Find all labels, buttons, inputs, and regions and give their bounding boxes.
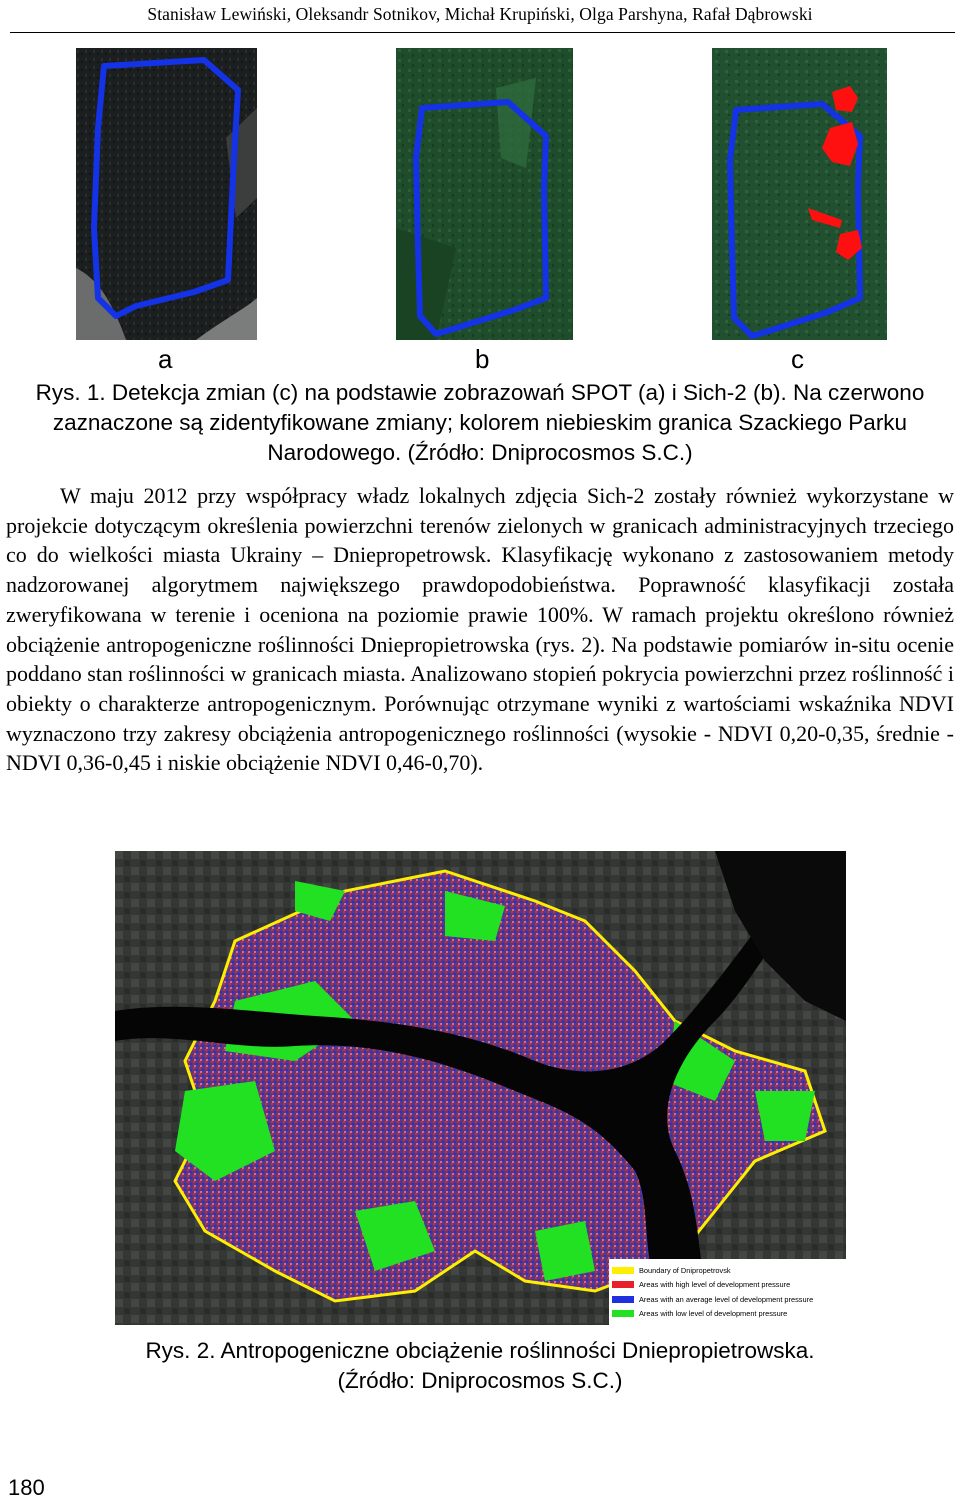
legend-swatch-average xyxy=(612,1296,634,1303)
figure2-caption-line1: Rys. 2. Antropogeniczne obciążenie roślinności Dniepropietrowska. xyxy=(145,1338,815,1363)
body-paragraph: W maju 2012 przy współpracy władz lokalnych zdjęcia Sich-2 zostały również wykorzystane w projekcie dotyczącym określenia powierzchni terenów zielonych w granicach administracyjnych trzeciego co do wielkości miasta Ukrainy – Dniepropetrowsk. Klasyfikację wykonano z zastosowaniem metody nadzorowanej algorytmem największego prawdopodobieństwa. Poprawność klasyfikacji została zweryfikowana w terenie i oceniona na poziomie prawie 100%. W ramach projektu określono również obciążenie antropogeniczne roślinności Dniepropietrowska (rys. 2). Na podstawie pomiarów in-situ ocenie poddano stan roślinności w granicach miasta. Analizowano stopień pokrycia powierzchni przez roślinność i obiekty o charakterze antropogenicznym. Porównując otrzymane wyniki z wartościami wskaźnika NDVI wyznaczono trzy zakresy obciążenia antropogenicznego roślinności (wysokie - NDVI 0,20-0,35, średnie - NDVI 0,36-0,45 i niskie obciążenie NDVI 0,46-0,70). xyxy=(6,483,954,776)
legend-swatch-high xyxy=(612,1281,634,1288)
figure2-map-image xyxy=(115,851,846,1325)
figure1-panel-c-image xyxy=(712,48,887,340)
legend-label: Areas with low level of development pressure xyxy=(639,1309,788,1319)
panel-label-c: c xyxy=(791,344,804,374)
legend-swatch-boundary xyxy=(612,1267,634,1274)
body-text xyxy=(6,481,954,778)
figure2-caption xyxy=(0,1336,960,1396)
figure2-caption-line2: (Źródło: Dniprocosmos S.C.) xyxy=(337,1368,623,1393)
figure1-caption-line1: Rys. 1. Detekcja zmian (c) na podstawie zobrazowań SPOT (a) i Sich-2 (b). Na czerwono xyxy=(35,380,925,405)
figure1-caption-line3: Narodowego. (Źródło: Dniprocosmos S.C.) xyxy=(267,440,693,465)
figure1-caption xyxy=(0,378,960,468)
figure1-caption-line2: zaznaczone są zidentyfikowane zmiany; kolorem niebieskim granica Szackiego Parku xyxy=(52,410,908,435)
legend-item xyxy=(612,1263,843,1278)
map-legend xyxy=(609,1259,846,1325)
running-header: Stanisław Lewiński, Oleksandr Sotnikov, Michał Krupiński, Olga Parshyna, Rafał Dąbrowski xyxy=(147,4,813,24)
page-number: 180 xyxy=(8,1475,45,1500)
header-rule xyxy=(10,32,955,33)
legend-item xyxy=(612,1292,843,1307)
panel-label-a: a xyxy=(158,344,173,374)
figure1-panel-b-image xyxy=(396,48,573,340)
legend-label: Areas with high level of development pressure xyxy=(639,1280,791,1290)
legend-swatch-low xyxy=(612,1310,634,1317)
legend-label: Boundary of Dnipropetrovsk xyxy=(639,1265,731,1275)
figure1-panel-a-image xyxy=(76,48,257,340)
legend-item xyxy=(612,1278,843,1293)
legend-label: Areas with an average level of development pressure xyxy=(639,1294,814,1304)
legend-item xyxy=(612,1307,843,1322)
panel-label-b: b xyxy=(475,344,490,374)
